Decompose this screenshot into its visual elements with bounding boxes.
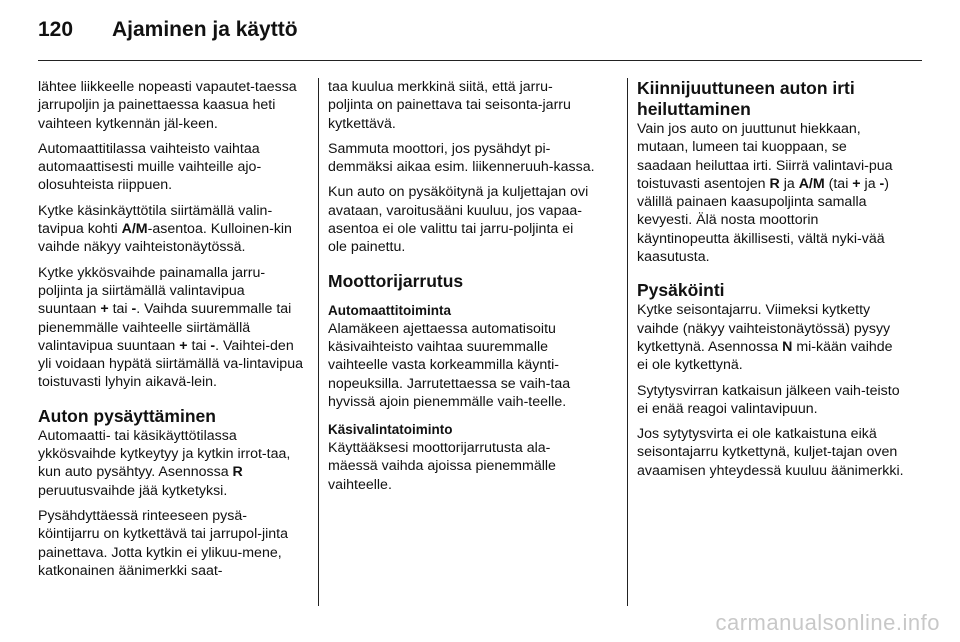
section-heading-stopping: Auton pysäyttäminen bbox=[38, 405, 216, 426]
column-divider bbox=[318, 78, 319, 606]
column-1 bbox=[38, 78, 306, 587]
header-rule bbox=[38, 60, 922, 61]
paragraph: taa kuulua merkkinä siitä, että jarru-poljinta on painettava tai seisonta-jarru kytkettävä. bbox=[328, 79, 571, 132]
paragraph: Vain jos auto on juuttunut hiekkaan, mutaan, lumeen tai kuoppaan, se saadaan heiluttaa irti. Siirrä valintavi-pua toistuvasti asentojen R ja A/M (tai + ja -) välillä painaen kaasupoljinta samalla kevyesti. Älä nosta moottorin käyntinopeutta äkillisesti, vältä nyki-vää kaasutusta. bbox=[637, 121, 893, 266]
column-divider bbox=[627, 78, 628, 606]
section-heading-rocking: Kiinnijuuttuneen auton irti heiluttaminen bbox=[637, 78, 855, 119]
paragraph: Kytke ykkösvaihde painamalla jarru-poljinta ja siirtämällä valintavipua suuntaan + tai -. Vaihda suuremmalle tai pienemmälle vaihteelle siirtämällä valintavipua suuntaan + tai -. Vaihtei-den yli voidaan hypätä siirtämällä va-lintavipua toistuvasti lyhyin aikavä-lein. bbox=[38, 264, 303, 391]
paragraph: Kun auto on pysäköitynä ja kuljettajan ovi avataan, varoitusääni kuuluu, jos vapaa-asentoa ei ole valittu tai jarru-poljinta ei ole painettu. bbox=[328, 184, 589, 256]
subheading-automatic: Automaattitoiminta bbox=[328, 302, 451, 318]
section-heading-engine-braking: Moottorijarrutus bbox=[328, 270, 464, 291]
paragraph: Kytke käsinkäyttötila siirtämällä valin-tavipua kohti A/M-asentoa. Kulloinen-kin vaihde näkyy vaihteistonäytössä. bbox=[38, 202, 292, 256]
paragraph: Pysähdyttäessä rinteeseen pysä-köintijarru on kytkettävä tai jarrupol-jinta painettava. Jotta kytkin ei ylikuu-mene, katkonainen äänimerkki saat- bbox=[38, 507, 288, 579]
paragraph: Jos sytytysvirta ei ole katkaistuna eikä seisontajarru kytkettynä, kuljet-tajan oven avaamisen yhteydessä kuuluu äänimerkki. bbox=[637, 426, 904, 479]
paragraph: Sytytysvirran katkaisun jälkeen vaih-teisto ei enää reagoi valintavipuun. bbox=[637, 382, 900, 417]
watermark: carmanualsonline.info bbox=[715, 610, 940, 635]
paragraph: lähtee liikkeelle nopeasti vapautet-taessa jarrupoljin ja painettaessa kaasua heti vaihteen kytkennän jäl-keen. bbox=[38, 79, 297, 132]
paragraph: Sammuta moottori, jos pysähdyt pi-demmäksi aikaa esim. liikenneruuh-kassa. bbox=[328, 140, 595, 176]
paragraph: Käyttääksesi moottorijarrutusta ala-mäessä vaihda ajoissa pienemmälle vaihteelle. bbox=[328, 440, 556, 493]
page-number: 120 bbox=[38, 18, 74, 41]
paragraph: Automaattitilassa vaihteisto vaihtaa automaattisesti muille vaihteille ajo-olosuhteista riippuen. bbox=[38, 140, 262, 194]
paragraph: Kytke seisontajarru. Viimeksi kytketty vaihde (näkyy vaihteistonäytössä) pysyy kytkettynä. Asennossa N mi-kään vaihde ei ole kytkettynä. bbox=[637, 302, 893, 374]
paragraph: Automaatti- tai käsikäyttötilassa ykkösvaihde kytkeytyy ja kytkin irrot-taa, kun auto pysähtyy. Asennossa R peruutusvaihde jää kytketyksi. bbox=[38, 427, 291, 499]
subheading-manual: Käsivalintatoiminto bbox=[328, 422, 453, 438]
page-header bbox=[38, 18, 298, 42]
column-2 bbox=[328, 78, 596, 501]
column-3 bbox=[637, 78, 905, 487]
page-title: Ajaminen ja käyttö bbox=[112, 18, 298, 41]
paragraph: Alamäkeen ajettaessa automatisoitu käsivaihteisto vaihtaa suuremmalle vaihteelle vasta korkeammilla käynti-nopeuksilla. Jarrutettaessa se vaih-taa hyvissä ajoin pienemmälle vaih-teelle. bbox=[328, 320, 571, 410]
section-heading-parking: Pysäköinti bbox=[637, 280, 725, 301]
